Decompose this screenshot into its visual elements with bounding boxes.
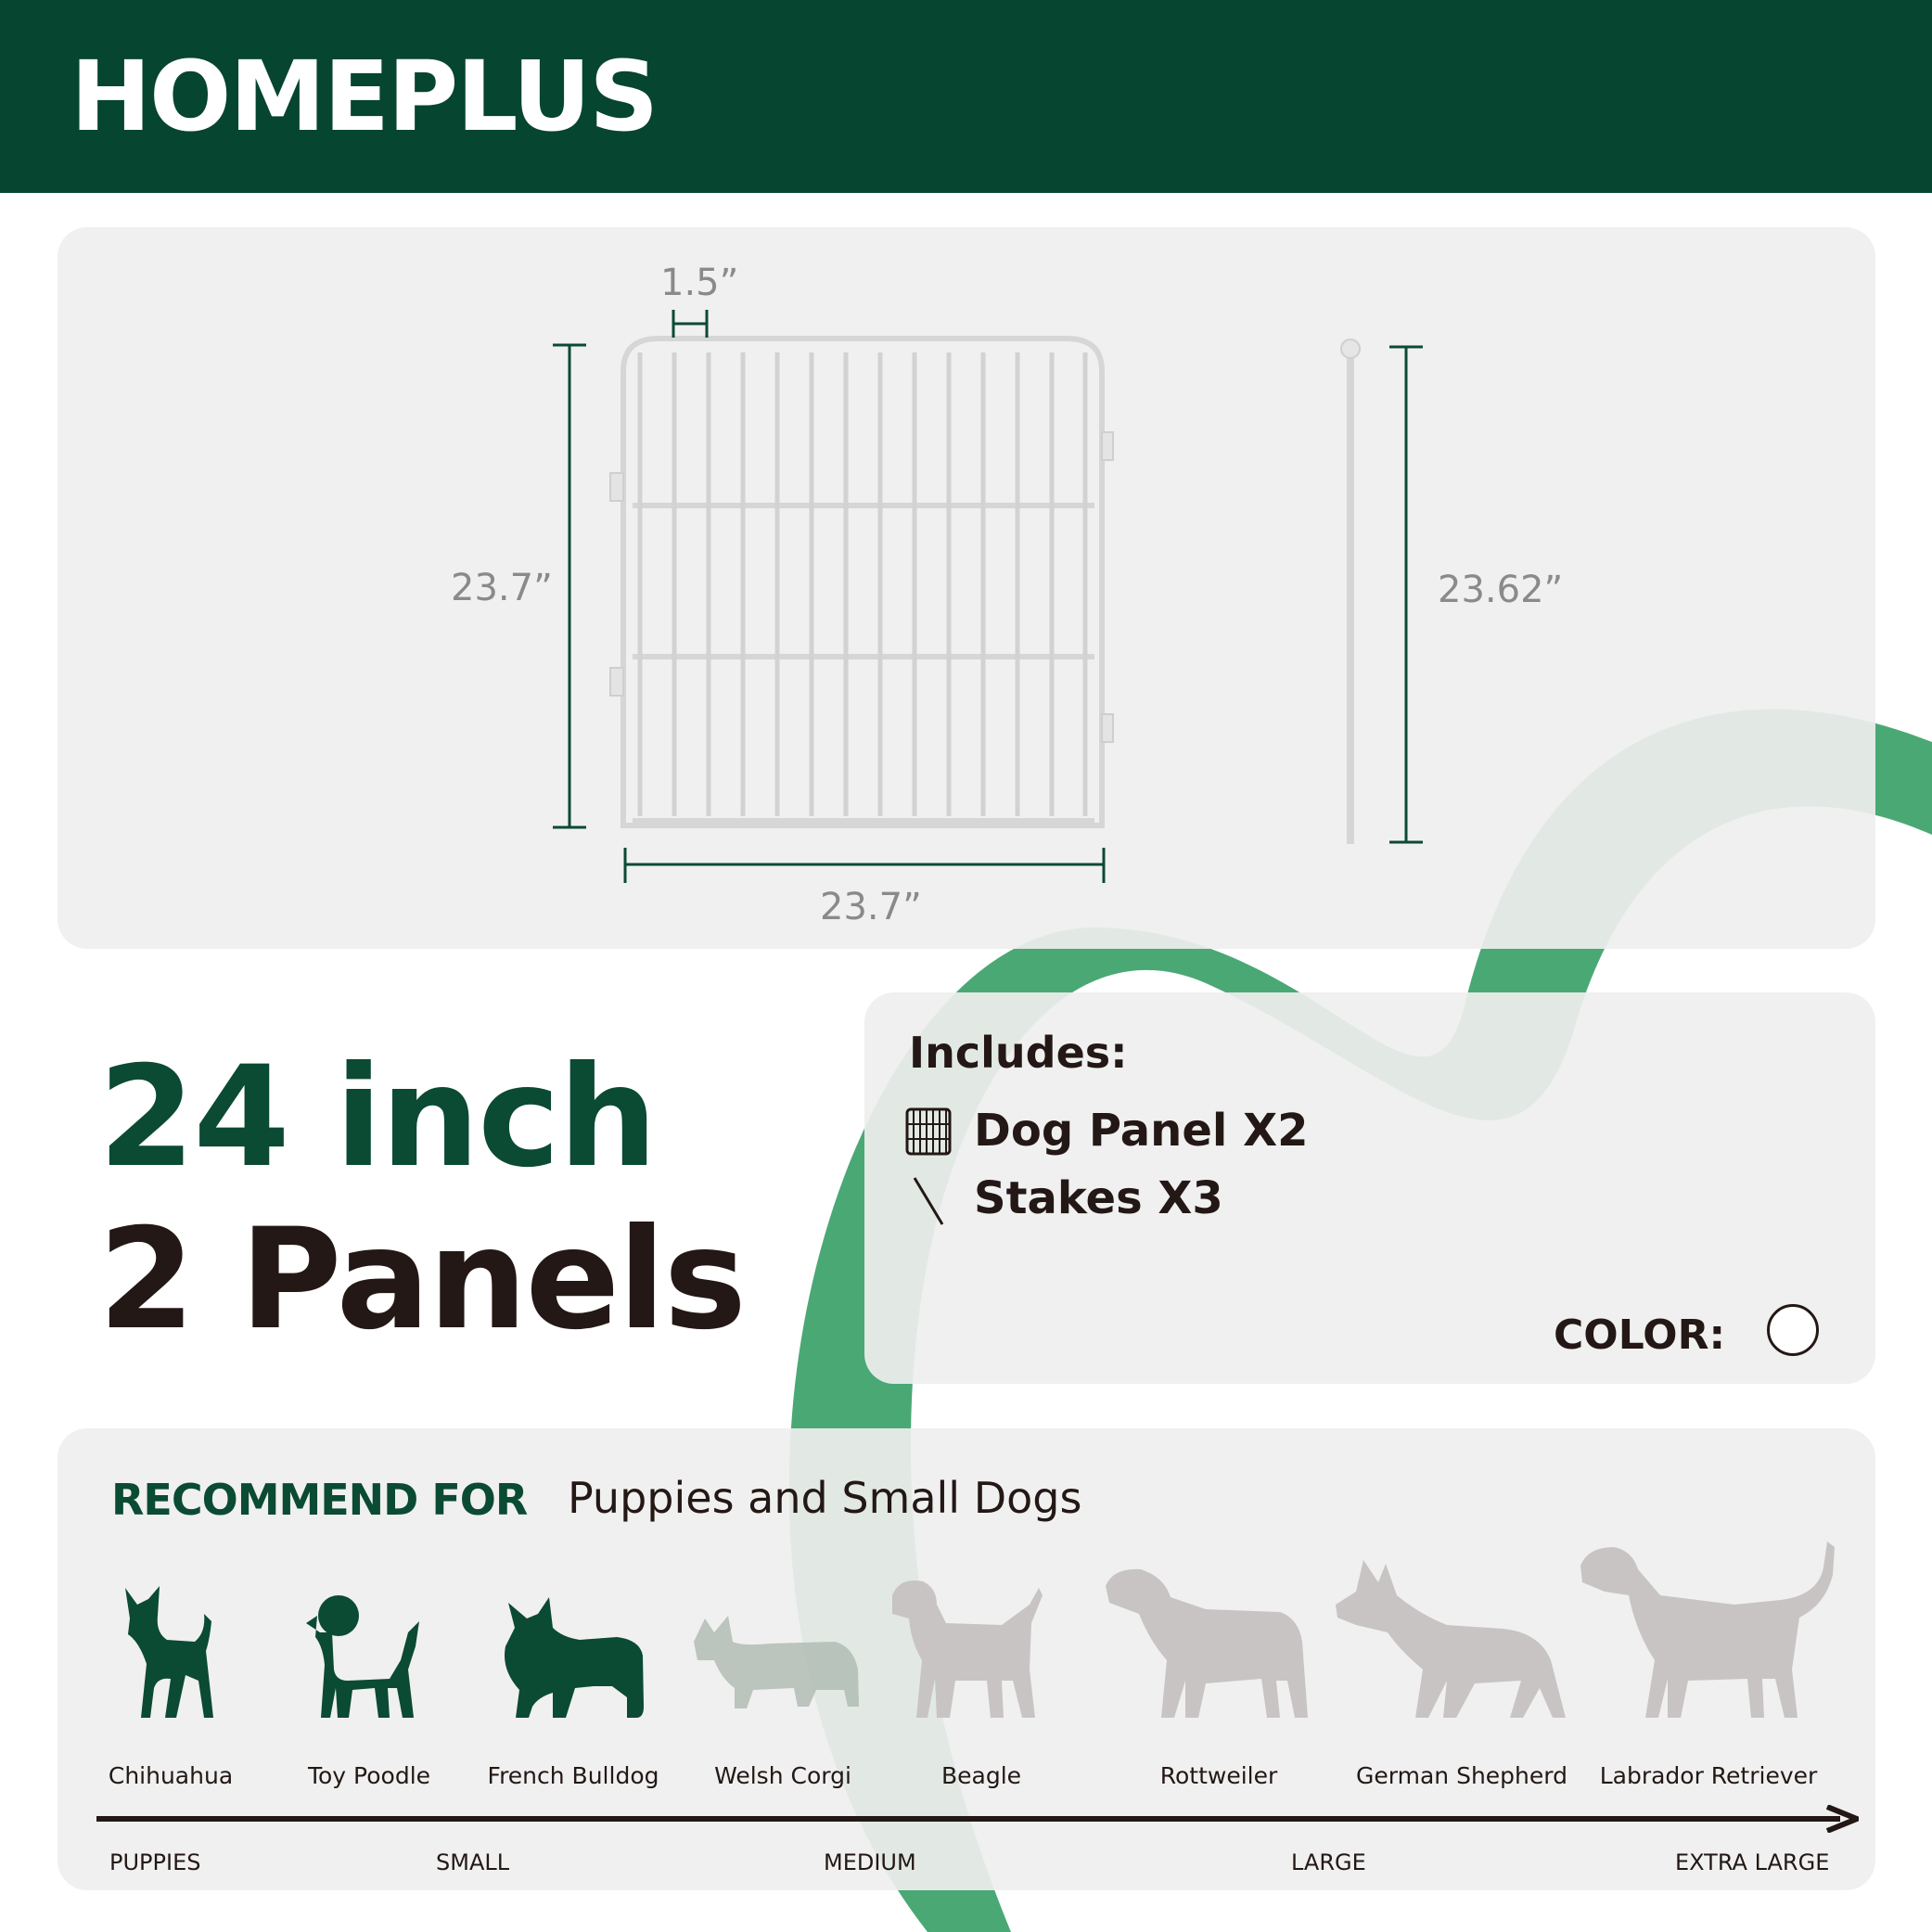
include-item-dog-panel: Dog Panel X2 [974, 1105, 1309, 1157]
breed-welsh-corgi: Welsh Corgi [714, 1762, 851, 1789]
panel-width-label: 23.7” [820, 886, 922, 928]
beagle-silhouette [892, 1580, 1043, 1718]
german-shepherd-silhouette [1336, 1560, 1566, 1718]
size-medium: MEDIUM [824, 1849, 916, 1875]
panel-count-headline: 2 Panels [98, 1199, 745, 1361]
breed-beagle: Beagle [940, 1762, 1022, 1789]
dog-silhouettes [0, 1521, 1932, 1744]
panel-bars [640, 352, 1085, 816]
panel-height-label: 23.7” [451, 567, 553, 609]
recommend-title: RECOMMEND FOR [111, 1475, 528, 1525]
size-extra-large: EXTRA LARGE [1675, 1849, 1830, 1875]
stake-height-label: 23.62” [1438, 569, 1564, 611]
breed-labrador-retriever: Labrador Retriever [1599, 1762, 1818, 1789]
labrador-retriever-silhouette [1580, 1542, 1835, 1718]
rottweiler-silhouette [1106, 1569, 1308, 1718]
stake-drawing [1341, 339, 1360, 844]
recommend-subtitle: Puppies and Small Dogs [568, 1473, 1082, 1523]
french-bulldog-silhouette [505, 1597, 644, 1718]
size-scale-arrow [96, 1805, 1859, 1833]
stake-icon [909, 1174, 946, 1228]
size-large: LARGE [1291, 1849, 1366, 1875]
breed-toy-poodle: Toy Poodle [307, 1762, 431, 1789]
dog-panel-icon [905, 1107, 952, 1156]
color-swatch-white [1767, 1304, 1819, 1356]
toy-poodle-silhouette [306, 1595, 419, 1718]
breed-french-bulldog: French Bulldog [487, 1762, 659, 1789]
color-label: COLOR: [1554, 1311, 1726, 1359]
size-small: SMALL [436, 1849, 510, 1875]
includes-title: Includes: [909, 1028, 1128, 1078]
breed-rottweiler: Rottweiler [1159, 1762, 1278, 1789]
dimension-lines [553, 310, 1423, 883]
include-item-stakes: Stakes X3 [974, 1172, 1223, 1224]
breed-german-shepherd: German Shepherd [1356, 1762, 1567, 1789]
brand-logo: HOMEPLUS [70, 40, 658, 153]
size-headline: 24 inch [98, 1037, 656, 1198]
bar-spacing-label: 1.5” [660, 262, 739, 304]
dog-panel-drawing [623, 339, 1102, 825]
breed-chihuahua: Chihuahua [108, 1762, 234, 1789]
size-puppies: PUPPIES [109, 1849, 201, 1875]
welsh-corgi-silhouette [694, 1616, 859, 1708]
chihuahua-silhouette [125, 1586, 213, 1718]
